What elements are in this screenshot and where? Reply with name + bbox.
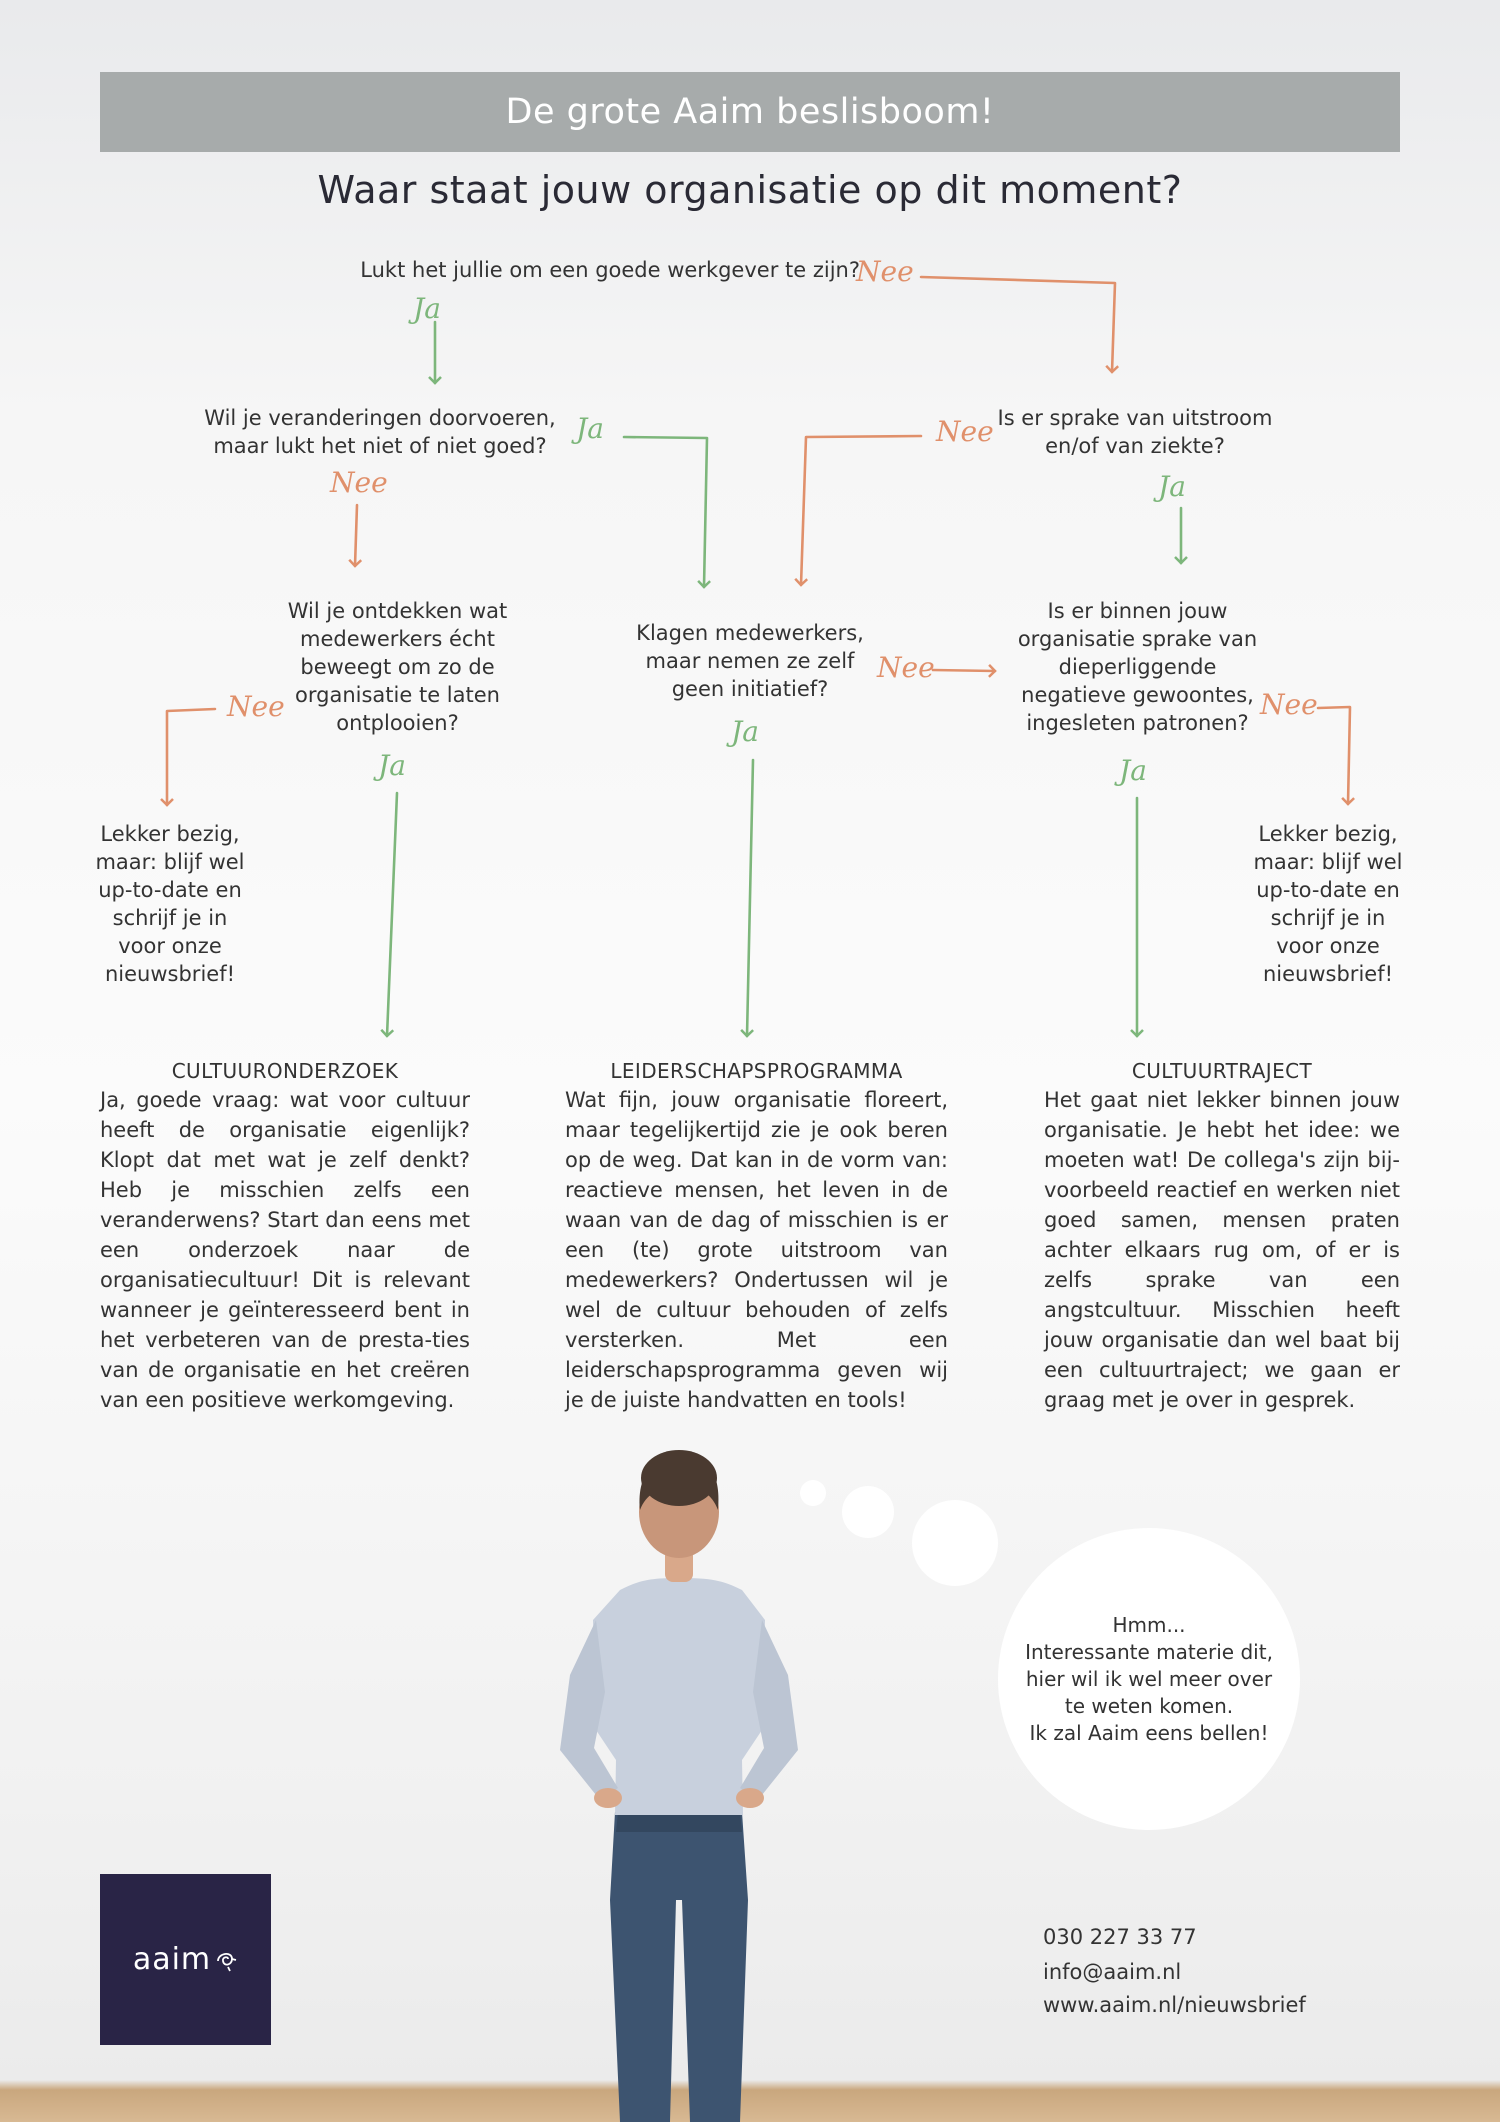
section-text-cultuurtraject: Het gaat niet lekker binnen jouw organisatie. Je hebt het idee: we moeten wat! De collega's zijn bij-voorbeeld reactief en werken niet goed samen, mensen praten achter elkaars rug om, of er is zelfs sprake van een angstcultuur. Misschien heeft jouw organisatie dan wel baat bij een cultuurtraject; we gaan er graag met je over in gesprek. [1044, 1088, 1400, 1412]
section-title-cultuuronderzoek: CULTUURONDERZOEK [171, 1059, 399, 1083]
question-good-employer: Lukt het jullie om een goede werkgever te zijn? [360, 258, 860, 282]
label-q2-nee: Nee [330, 466, 388, 499]
outcome-newsletter-left: Lekker bezig, maar: blijf wel up-to-date en schrijf je in voor onze nieuwsbrief! [95, 822, 245, 986]
label-q5-ja: Ja [731, 715, 759, 748]
label-q6-ja: Ja [1119, 754, 1147, 787]
question-discover-motivation: Wil je ontdekken wat medewerkers écht beweegt om zo de organisatie te laten ontplooien? [287, 599, 508, 735]
arrow-q4-ja [387, 793, 397, 1036]
page-subtitle: Waar staat jouw organisatie op dit moment? [317, 168, 1183, 212]
label-q1-nee: Nee [856, 255, 914, 288]
section-title-leiderschapsprogramma: LEIDERSCHAPSPROGRAMMA [610, 1059, 903, 1083]
arrow-q5-ja [747, 760, 753, 1036]
question-outflow: Is er sprake van uitstroom en/of van ziekte? [997, 406, 1273, 458]
arrow-q2-ja [624, 437, 707, 587]
aaim-logo [100, 1874, 271, 2045]
contact-website[interactable]: www.aaim.nl/nieuwsbrief [1043, 1993, 1306, 2017]
thought-puff-medium [842, 1486, 894, 1538]
label-q4-ja: Ja [378, 749, 406, 782]
man-illustration [490, 1430, 850, 2122]
question-complaining-employees: Klagen medewerkers, maar nemen ze zelf geen initiatief? [636, 621, 864, 701]
label-q3-nee: Nee [936, 415, 994, 448]
outcome-newsletter-right: Lekker bezig, maar: blijf wel up-to-date en schrijf je in voor onze nieuwsbrief! [1253, 822, 1403, 986]
logo-text: aaim [132, 1942, 212, 1977]
arrow-q3-nee [801, 436, 921, 585]
thought-bubble-text: Hmm... Interessante materie dit, hier wil ik wel meer over te weten komen. Ik zal Aaim eens bellen! [1025, 1612, 1273, 1745]
label-q3-ja: Ja [1158, 470, 1186, 503]
thought-puff-large [912, 1500, 998, 1586]
arrow-q5-nee [933, 670, 995, 671]
page-banner: De grote Aaim beslisboom! [100, 72, 1400, 152]
label-q5-nee: Nee [877, 651, 935, 684]
section-title-cultuurtraject: CULTUURTRAJECT [1131, 1059, 1313, 1083]
section-text-leiderschapsprogramma: Wat fijn, jouw organisatie floreert, maar tegelijkertijd zie je ook beren op de weg. Dat kan in de vorm van: reactieve mensen, het leven in de waan van de dag of misschien is er een (te) grote uitstroom van medewerkers? Ondertussen wil je wel de cultuur behouden of zelfs versterken. Met een leiderschapsprogramma geven wij je de juiste handvatten en tools! [565, 1088, 948, 1412]
arrow-q6-nee [1318, 707, 1350, 804]
thought-puff-small [800, 1480, 826, 1506]
question-changes: Wil je veranderingen doorvoeren, maar lukt het niet of niet goed? [204, 406, 556, 458]
arrow-q2-nee [355, 505, 357, 566]
label-q4-nee: Nee [227, 690, 285, 723]
arrow-q4-nee [167, 709, 215, 805]
section-text-cultuuronderzoek: Ja, goede vraag: wat voor cultuur heeft de organisatie eigenlijk? Klopt dat met wat je zelf denkt? Heb je misschien zelfs een veranderwens? Start dan eens met een onderzoek naar de organisatiecultuur! Dit is relevant wanneer je geïnteresseerd bent in het verbeteren van de presta-ties van de organisatie en het creëren van een positieve werkomgeving. [100, 1088, 470, 1412]
label-q2-ja: Ja [576, 412, 604, 445]
contact-phone: 030 227 33 77 [1043, 1925, 1197, 1949]
label-q1-ja: Ja [413, 292, 441, 325]
thought-bubble [998, 1528, 1300, 1830]
label-q6-nee: Nee [1260, 688, 1318, 721]
arrow-q1-nee [921, 277, 1115, 372]
logo-mark-icon [214, 1947, 238, 1973]
contact-email[interactable]: info@aaim.nl [1043, 1960, 1182, 1984]
question-negative-patterns: Is er binnen jouw organisatie sprake van dieperliggende negatieve gewoontes, ingesleten patronen? [1017, 599, 1258, 735]
